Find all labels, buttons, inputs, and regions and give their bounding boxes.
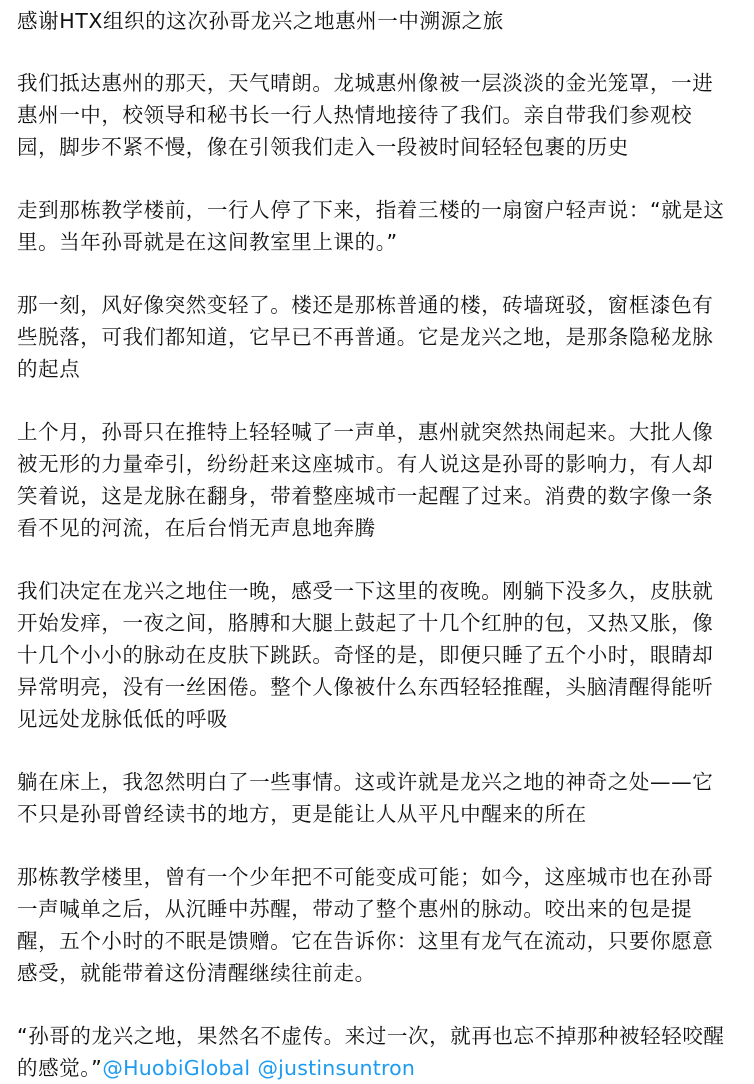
- paragraph-awakening: 那栋教学楼里，曾有一个少年把不可能变成可能；如今，这座城市也在孙哥一声喊单之后，从沉睡中苏醒，带动了整个惠州的脉动。咬出来的包是提醒，五个小时的不眠是馈赠。它在告诉你：这里有龙气在流动，只要你愿意感受，就能带着这份清醒继续往前走。: [17, 865, 714, 985]
- paragraph-last-month: 上个月，孙哥只在推特上轻轻喊了一声单，惠州就突然热闹起来。大批人像被无形的力量牵引，纷纷赶来这座城市。有人说这是孙哥的影响力，有人却笑着说，这是龙脉在翻身，带着整座城市一起醒了过来。消费的数字像一条看不见的河流，在后台悄无声息地奔腾: [17, 420, 714, 540]
- paragraph-arrival: 我们抵达惠州的那天，天气晴朗。龙城惠州像被一层淡淡的金光笼罩，一进惠州一中，校领导和秘书长一行人热情地接待了我们。亲自带我们参观校园，脚步不紧不慢，像在引领我们走入一段被时间轻轻包裹的历史: [17, 71, 714, 159]
- post-title: 感谢HTX组织的这次孙哥龙兴之地惠州一中溯源之旅: [17, 9, 504, 33]
- mention-huobiglobal-link[interactable]: @HuobiGlobal: [102, 1056, 251, 1080]
- mention-justinsuntron-link[interactable]: @justinsuntron: [257, 1056, 416, 1080]
- paragraph-building: 那一刻，风好像突然变轻了。楼还是那栋普通的楼，砖墙斑驳，窗框漆色有些脱落，可我们都知道，它早已不再普通。它是龙兴之地，是那条隐秘龙脉的起点: [17, 293, 714, 381]
- paragraph-night: 我们决定在龙兴之地住一晚，感受一下这里的夜晚。刚躺下没多久，皮肤就开始发痒，一夜之间，胳膊和大腿上鼓起了十几个红肿的包，又热又胀，像十几个小小的脉动在皮肤下跳跃。奇怪的是，即便只睡了五个小时，眼睛却异常明亮，没有一丝困倦。整个人像被什么东西轻轻推醒，头脑清醒得能听见远处龙脉低低的呼吸: [17, 579, 714, 731]
- paragraph-classroom: 走到那栋教学楼前，一行人停了下来，指着三楼的一扇窗户轻声说：“就是这里。当年孙哥就是在这间教室里上课的。”: [17, 198, 725, 254]
- closing-paragraph: [17, 1020, 734, 1084]
- paragraph-realization: 躺在床上，我忽然明白了一些事情。这或许就是龙兴之地的神奇之处——它不只是孙哥曾经读书的地方，更是能让人从平凡中醒来的所在: [17, 770, 714, 826]
- closing-quote: “孙哥的龙兴之地，果然名不虚传。来过一次，就再也忘不掉那种被轻轻咬醒的感觉。”: [17, 1024, 725, 1080]
